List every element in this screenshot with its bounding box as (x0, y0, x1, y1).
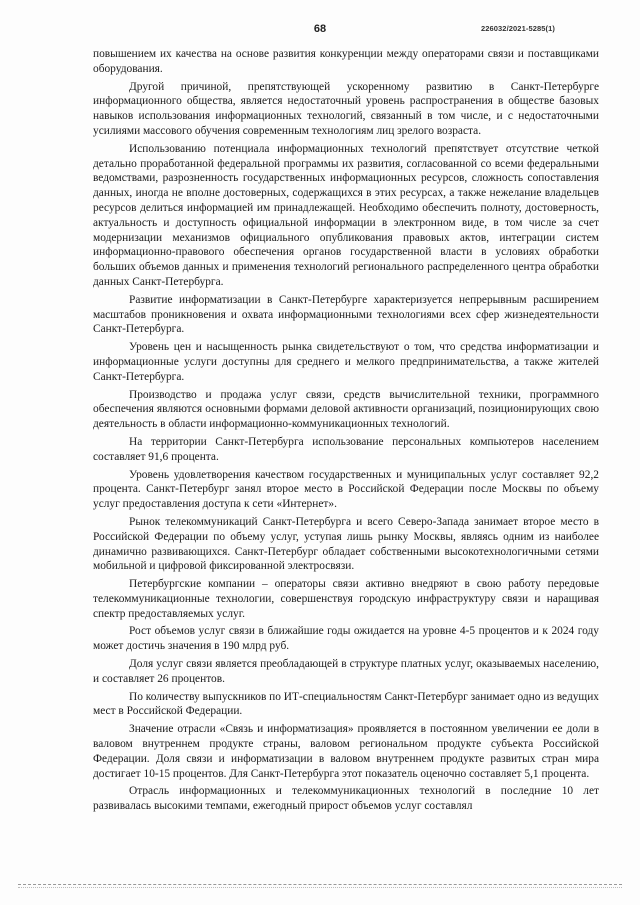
scan-edge-line-secondary (18, 887, 622, 888)
paragraph-1: повышением их качества на основе развития конкуренции между операторами связи и поставщиками оборудования. (93, 48, 599, 75)
page-number: 68 (313, 23, 327, 35)
body-text (93, 47, 599, 817)
paragraph-8: Уровень удовлетворения качеством государственных и муниципальных услуг составляет 92,2 процента. Санкт-Петербург занял второе место в Российской Федерации после Москвы по объему услуг предоставления доступа к сети «Интернет». (93, 468, 599, 511)
paragraph-7: На территории Санкт-Петербурга использование персональных компьютеров населением составляет 91,6 процента. (93, 435, 599, 463)
paragraph-3: Использованию потенциала информационных технологий препятствует отсутствие четкой детально проработанной федеральной программы их развития, согласованной со всеми федеральными ведомствами, разрозненность государственных информационных ресурсов, сложность сопоставления данных, иногда не вполне достоверных, содержащихся в этих ресурсах, а также нежелание владельцев ресурсов делиться информацией им принадлежащей. Необходимо обеспечить полноту, достоверность, актуальность и доступность официальной информации в электронном виде, в том числе за счет модернизации механизмов официального опубликования правовых актов, интеграции систем информационно-правового обеспечения органов государственной власти в условиях обработки больших объемов данных и применения технологий регионального распределенного центра обработки данных Санкт-Петербурга. (93, 142, 599, 288)
scan-edge-line (18, 884, 622, 885)
paragraph-11: Рост объемов услуг связи в ближайшие годы ожидается на уровне 4-5 процентов и к 2024 году может достичь значения в 190 млрд руб. (93, 625, 599, 653)
paragraph-5: Уровень цен и насыщенность рынка свидетельствуют о том, что средства информатизации и информационные услуги доступны для среднего и мелкого предпринимательства, а также жителей Санкт-Петербурга. (93, 341, 599, 383)
paragraph-12: Доля услуг связи является преобладающей в структуре платных услуг, оказываемых населению, и составляет 26 процентов. (93, 658, 599, 685)
paragraph-15: Отрасль информационных и телекоммуникационных технологий в последние 10 лет развивалась высокими темпами, ежегодный прирост объемов услуг составлял (93, 785, 599, 813)
paragraph-4: Развитие информатизации в Санкт-Петербурге характеризуется непрерывным расширением масштабов проникновения и охвата информационными технологиями всех сфер жизнедеятельности Санкт-Петербурга. (93, 293, 599, 336)
paragraph-14: Значение отрасли «Связь и информатизация» проявляется в постоянном увеличении ее доли в валовом внутреннем продукте страны, валовом региональном продукте субъекта Российской Федерации. Доля связи и информатизации в валовом внутреннем продукте развитых стран мира достигает 10-15 процентов. Для Санкт-Петербурга этот показатель оценочно составляет 5,1 процента. (93, 723, 599, 780)
document-id: 226032/2021-5285(1) (480, 24, 555, 33)
paragraph-10: Петербургские компании – операторы связи активно внедряют в свою работу передовые телекоммуникационные технологии, совершенствуя городскую инфраструктуру связи и наращивая спектр предоставляемых услуг. (93, 578, 599, 620)
paragraph-9: Рынок телекоммуникаций Санкт-Петербурга и всего Северо-Запада занимает второе место в Российской Федерации по объему услуг, уступая лишь рынку Москвы, являясь одним из наиболее динамично развивающихся. Санкт-Петербург обладает собственными высокотехнологичными сетями мобильной и цифровой фиксированной электросвязи. (93, 515, 599, 573)
paragraph-13: По количеству выпускников по ИТ-специальностям Санкт-Петербург занимает одно из ведущих мест в Российской Федерации. (93, 690, 599, 718)
paragraph-6: Производство и продажа услуг связи, средств вычислительной техники, программного обеспечения являются основными формами деловой активности организаций, позиционирующих свою деятельность в области информационно-коммуникационных технологий. (93, 388, 599, 431)
paragraph-2: Другой причиной, препятствующей ускоренному развитию в Санкт-Петербурге информационного общества, является недостаточный уровень распространения в обществе базовых навыков использования информационных технологий, связанный в том числе, и с недостаточными усилиями массового обучения современным технологиям лиц зрелого возраста. (93, 80, 599, 137)
